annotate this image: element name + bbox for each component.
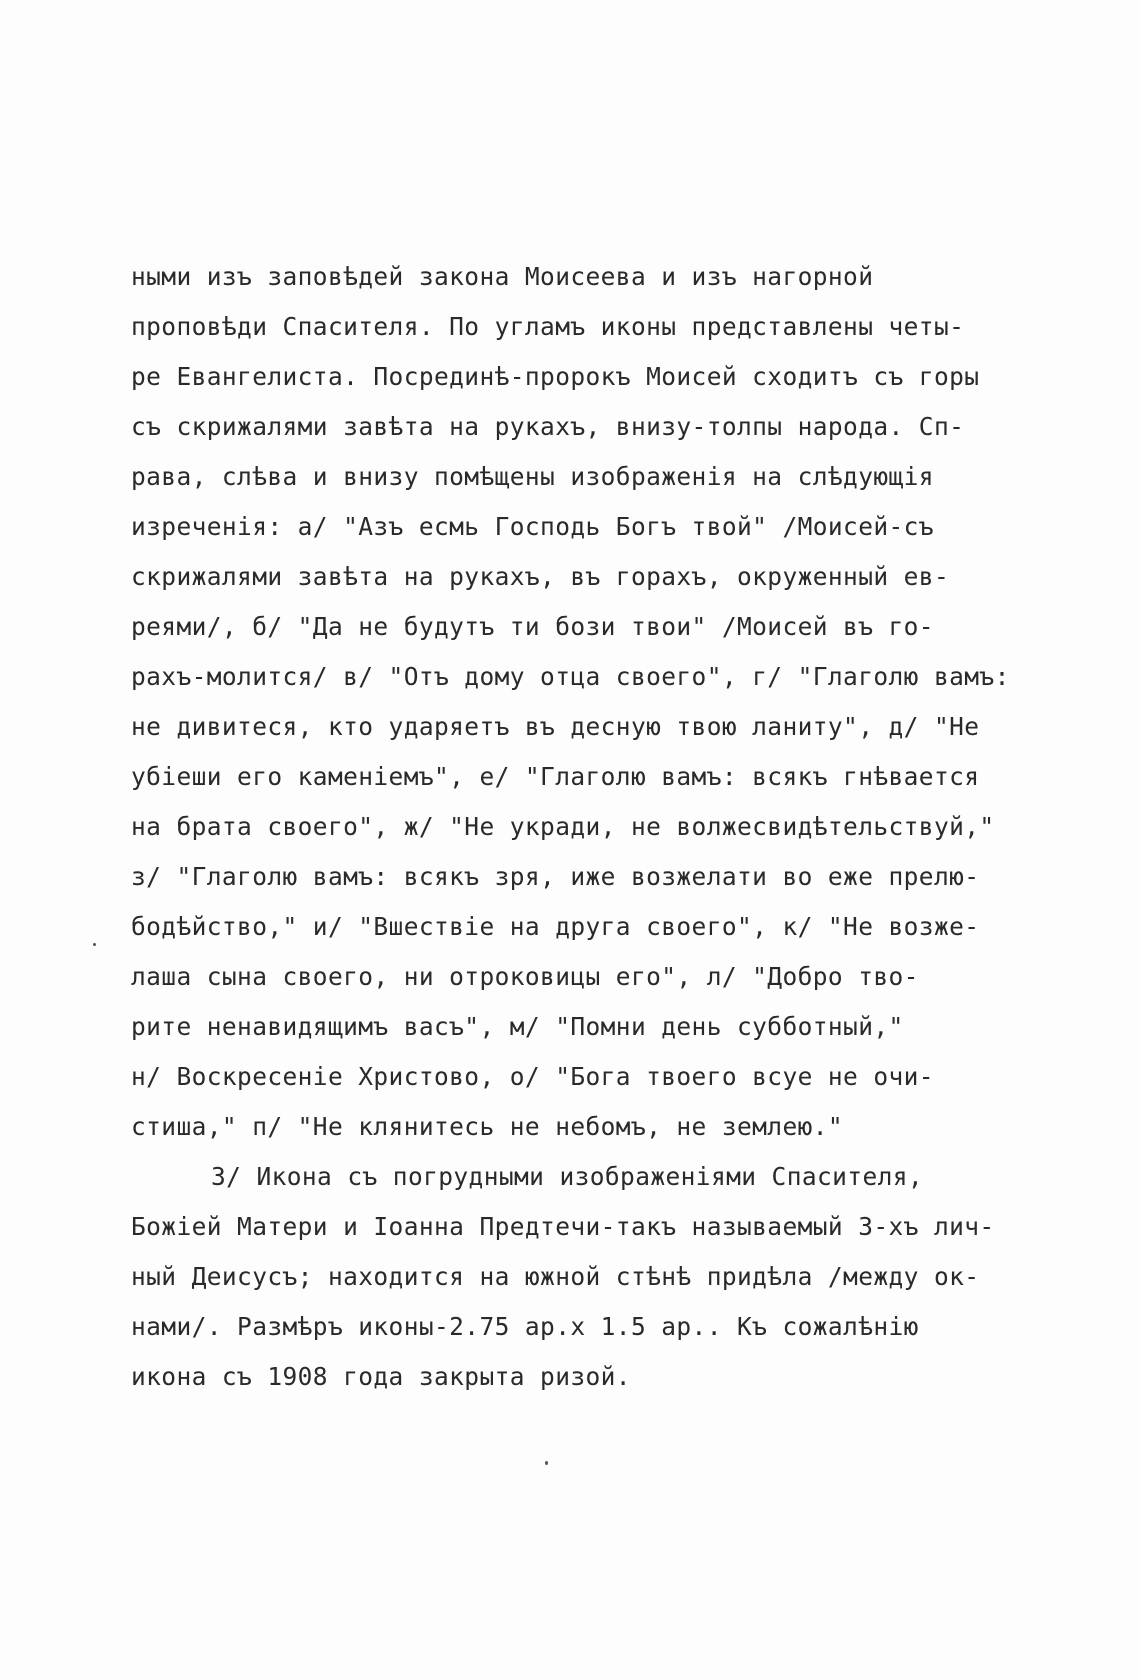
document-body bbox=[131, 252, 1031, 1402]
text-line: з/ "Глаголю вамъ: всякъ зря, иже возжелати во еже прелю- bbox=[131, 862, 980, 891]
text-line: на брата своего", ж/ "Не укради, не волжесвидѣтельствуй," bbox=[131, 812, 995, 841]
text-line: ный Деисусъ; находится на южной стѣнѣ придѣла /между ок- bbox=[131, 1262, 980, 1291]
text-line: ными изъ заповѣдей закона Моисеева и изъ нагорной bbox=[131, 262, 874, 291]
text-line: рахъ-молится/ в/ "Отъ дому отца своего", г/ "Глаголю вамъ: bbox=[131, 662, 1010, 691]
text-line: бодѣйство," и/ "Вшествіе на друга своего", к/ "Не возже- bbox=[131, 912, 980, 941]
paragraph-2 bbox=[131, 1152, 1031, 1402]
text-line: проповѣди Спасителя. По угламъ иконы представлены четы- bbox=[131, 312, 965, 341]
text-line: реями/, б/ "Да не будутъ ти бози твои" /Моисей въ го- bbox=[131, 612, 934, 641]
scan-speck bbox=[545, 1461, 548, 1465]
text-line: икона съ 1908 года закрыта ризой. bbox=[131, 1362, 631, 1391]
text-line: рите ненавидящимъ васъ", м/ "Помни день субботный," bbox=[131, 1012, 904, 1041]
text-line: н/ Воскресеніе Христово, о/ "Бога твоего всуе не очи- bbox=[131, 1062, 934, 1091]
text-line: стиша," п/ "Не клянитесь не небомъ, не землею." bbox=[131, 1112, 844, 1141]
text-line: ре Евангелиста. Посрединѣ-пророкъ Моисей сходитъ съ горы bbox=[131, 362, 980, 391]
text-line: убіеши его каменіемъ", е/ "Глаголю вамъ: всякъ гнѣвается bbox=[131, 762, 980, 791]
scan-speck bbox=[93, 943, 96, 946]
text-line: скрижалями завѣта на рукахъ, въ горахъ, окруженный ев- bbox=[131, 562, 950, 591]
text-line: Божіей Матери и Іоанна Предтечи-такъ называемый 3-хъ лич- bbox=[131, 1212, 995, 1241]
text-line: рава, слѣва и внизу помѣщены изображенія на слѣдующія bbox=[131, 462, 934, 491]
text-line: лаша сына своего, ни отроковицы его", л/ "Добро тво- bbox=[131, 962, 919, 991]
text-line: не дивитеся, кто ударяетъ въ десную твою ланиту", д/ "Не bbox=[131, 712, 980, 741]
text-line: 3/ Икона съ погрудными изображеніями Спасителя, bbox=[211, 1162, 924, 1191]
text-line: изреченія: а/ "Азъ есмь Господь Богъ твой" /Моисей-съ bbox=[131, 512, 934, 541]
text-line: нами/. Размѣръ иконы-2.75 ар.х 1.5 ар.. Къ сожалѣнію bbox=[131, 1312, 919, 1341]
paragraph-1 bbox=[131, 252, 1031, 1152]
text-line: съ скрижалями завѣта на рукахъ, внизу-толпы народа. Сп- bbox=[131, 412, 965, 441]
